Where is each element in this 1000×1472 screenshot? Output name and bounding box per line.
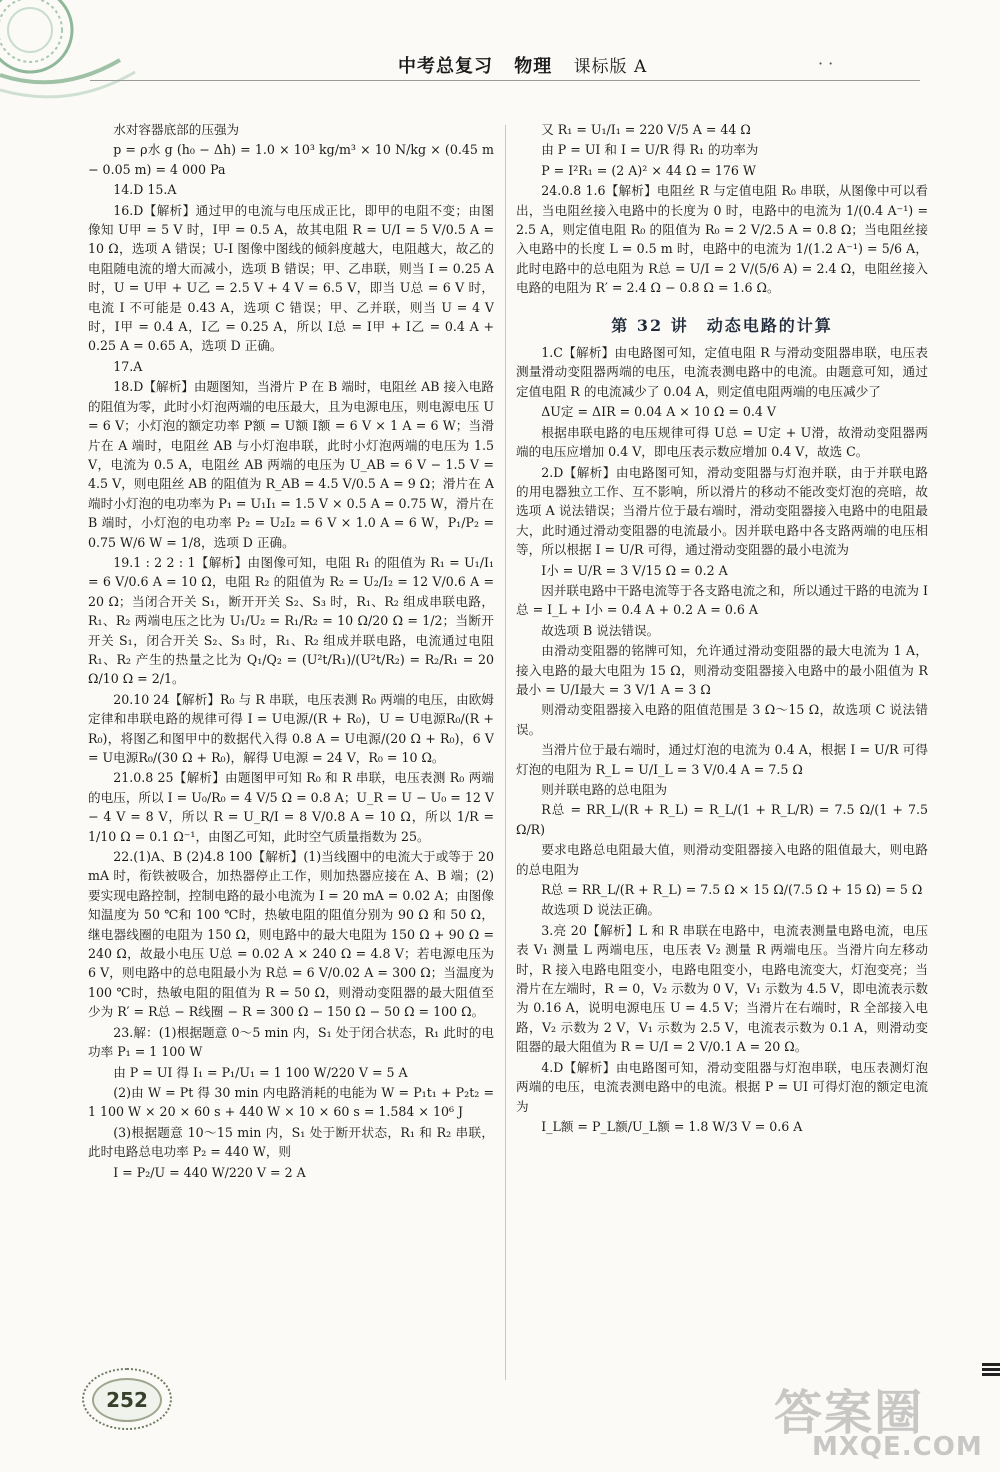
right-column-top <box>516 120 928 298</box>
paragraph: 根据串联电路的电压规律可得 U总 = U定 + U滑，故滑动变阻器两端的电压应增加 0.4 V，即电压表示数应增加 0.4 V，故选 C。 <box>516 424 928 460</box>
subject-label: 物理 <box>514 56 553 77</box>
paragraph: ΔU定 = ΔIR = 0.04 A × 10 Ω = 0.4 V <box>541 404 777 420</box>
paragraph: 22.(1)A、B (2)4.8 100【解析】(1)当线圈中的电流大于或等于 20 mA 时，衔铁被吸合，加热器停止工作，则加热器应接在 A、B 端；(2)要实现电路控制，控制电路的最小电流为 I = 20 mA = 0.02 A；由图像知温度为 50 ℃和 100 ℃时，热敏电阻的阻值分别为 90 Ω 和 50 Ω，继电器线圈的电阻为 150 Ω，则电路中的最大电阻为 150 Ω + 90 Ω = 240 Ω，故最小电压 U总 = 0.02 A × 240 Ω = 4.8 V；若电源电压为 6 V，则电路中的总电阻最小为 R总 = 6 V/0.02 A = 300 Ω；当温度为 100 ℃时，热敏电阻的阻值为 R = 50 Ω，则滑动变阻器的最大阻值至少为 R′ = R总 − R线圈 − R = 300 Ω − 150 Ω − 50 Ω = 100 Ω。 <box>88 849 494 1020</box>
book-title: 中考总复习 <box>398 56 493 77</box>
paragraph: I = P₂/U = 440 W/220 V = 2 A <box>113 1164 306 1180</box>
watermark <box>772 1374 992 1466</box>
paragraph: 故选项 B 说法错误。 <box>541 622 660 638</box>
paragraph: (2)由 W = Pt 得 30 min 内电路消耗的电能为 W = P₁t₁ + P₂t₂ = 1 100 W × 20 × 60 s + 440 W × 10 × 60 s = 1.584 × 10⁶ J <box>88 1084 494 1120</box>
paragraph: 当滑片位于最右端时，通过灯泡的电流为 0.4 A，根据 I = U/R 可得灯泡的电阻为 R_L = U/I_L = 3 V/0.4 A = 7.5 Ω <box>516 742 928 777</box>
paragraph: 则滑动变阻器接入电路的阻值范围是 3 Ω～15 Ω，故选项 C 说法错误。 <box>516 702 928 737</box>
paragraph: 由 P = UI 得 I₁ = P₁/U₁ = 1 100 W/220 V = 5 A <box>113 1064 408 1080</box>
page-header <box>0 50 1000 84</box>
page-number-badge <box>82 1366 172 1428</box>
watermark-sub: MXQE.COM <box>812 1432 983 1462</box>
paragraph: 则并联电路的总电阻为 <box>541 782 668 797</box>
paragraph: 故选项 D 说法正确。 <box>541 902 661 918</box>
paragraph: 23.解：(1)根据题意 0～5 min 内，S₁ 处于闭合状态，R₁ 此时的电功率 P₁ = 1 100 W <box>88 1024 494 1060</box>
paragraph: 又 R₁ = U₁/I₁ = 220 V/5 A = 44 Ω <box>541 122 751 137</box>
edition-label: 课标版 A <box>573 57 648 77</box>
column-divider <box>505 125 506 1380</box>
paragraph: 由滑动变阻器的铭牌可知，允许通过滑动变阻器的最大电流为 1 A，接入电路的最大电阻为 15 Ω，则滑动变阻器接入电路中的最小阻值为 R最小 = U/I最大 = 3 V/1 A = 3 Ω <box>516 643 928 697</box>
paragraph: 4.D【解析】由电路图可知，滑动变阻器与灯泡串联，电压表测灯泡两端的电压，电流表测电路中的电流。根据 P = UI 可得灯泡的额定电流为 <box>516 1059 928 1114</box>
paragraph: 19.1 : 2 2 : 1【解析】由图像可知，电阻 R₁ 的阻值为 R₁ = U₁/I₁ = 6 V/0.6 A = 10 Ω，电阻 R₂ 的阻值为 R₂ = U₂/I₂ = 12 V/0.6 A = 20 Ω；当闭合开关 S₁，断开开关 S₂、S₃ 时，R₁、R₂ 组成串联电路，R₁、R₂ 两端电压之比为 U₁/U₂ = R₁/R₂ = 10 Ω/20 Ω = 1/2；当断开开关 S₁，闭合开关 S₂、S₃ 时，R₁、R₂ 组成并联电路，电流通过电阻 R₁、R₂ 产生的热量之比为 Q₁/Q₂ = (U²t/R₁)/(U²t/R₂) = R₂/R₁ = 20 Ω/10 Ω = 2/1。 <box>88 554 494 687</box>
paragraph: R总 = RR_L/(R + R_L) = R_L/(1 + R_L/R) = 7.5 Ω/(1 + 7.5 Ω/R) <box>516 802 928 837</box>
paragraph: 20.10 24【解析】R₀ 与 R 串联，电压表测 R₀ 两端的电压，由欧姆定律和串联电路的规律可得 I = U电源/(R + R₀)，U = U电源R₀/(R + R₀)，将图乙和图甲中的数据代入得 0.8 A = U电源/(20 Ω + R₀)，6 V = U电源R₀/(30 Ω + R₀)，解得 U电源 = 24 V，R₀ = 10 Ω。 <box>88 691 494 765</box>
paragraph: 水对容器底部的压强为 <box>113 122 240 137</box>
paragraph: P = I²R₁ = (2 A)² × 44 Ω = 176 W <box>541 162 756 178</box>
paragraph: 17.A <box>113 358 143 374</box>
paragraph: 2.D【解析】由电路图可知，滑动变阻器与灯泡并联，由于并联电路的用电器独立工作、互不影响，所以滑片的移动不能改变灯泡的亮暗，故选项 A 说法错误；当滑片位于最右端时，滑动变阻器接入电路中的电阻最大，此时通过滑动变阻器的电流最小。因并联电路中各支路两端的电压相等，所以根据 I = U/R 可得，通过滑动变阻器的最小电流为 <box>516 464 928 558</box>
watermark-main: 答案圈 <box>774 1385 925 1441</box>
paragraph: p = ρ水 g (h₀ − Δh) = 1.0 × 10³ kg/m³ × 10 N/kg × (0.45 m − 0.05 m) = 4 000 Pa <box>88 142 494 177</box>
paragraph: R总 = RR_L/(R + R_L) = 7.5 Ω × 15 Ω/(7.5 Ω + 15 Ω) = 5 Ω <box>541 882 923 898</box>
paragraph: 1.C【解析】由电路图可知，定值电阻 R 与滑动变阻器串联，电压表测量滑动变阻器两端的电压，电流表测电路中的电流。由题意可知，通过定值电阻 R 的电流减少了 0.04 A，则定值电阻两端的电压减少了 <box>516 345 928 399</box>
paragraph: 要求电路总电阻最大值，则滑动变阻器接入电路的阻值最大，则电路的总电阻为 <box>516 842 928 877</box>
paragraph: I小 = U/R = 3 V/15 Ω = 0.2 A <box>541 562 728 578</box>
paragraph: I_L额 = P_L额/U_L额 = 1.8 W/3 V = 0.6 A <box>541 1118 803 1134</box>
right-column <box>516 120 928 1400</box>
left-column <box>88 120 494 1380</box>
paragraph: 16.D【解析】通过甲的电流与电压成正比，即甲的电阻不变；由图像知 U甲 = 5 V 时，I甲 = 0.5 A，故其电阻 R = U/I = 5 V/0.5 A = 10 Ω，选项 A 错误；U-I 图像中图线的倾斜度越大，电阻越大，故乙的电阻随电流的增大而减小，选项 B 错误；甲、乙串联，则当 I = 0.25 A 时，U = U甲 + U乙 = 2.5 V + 4 V = 6.5 V，即当 U总 = 6 V 时，电流 I 不可能是 0.43 A，选项 C 错误；甲、乙并联，则当 U = 4 V 时，I甲 = 0.4 A，I乙 = 0.25 A，所以 I总 = I甲 + I乙 = 0.4 A + 0.25 A = 0.65 A，选项 D 正确。 <box>88 202 494 354</box>
header-dots: · · <box>818 54 834 73</box>
paragraph: 14.D 15.A <box>113 182 177 198</box>
paragraph: 24.0.8 1.6【解析】电阻丝 R 与定值电阻 R₀ 串联，从图像中可以看出，当电阻丝接入电路中的长度为 0 时，电路中的电流为 1/(0.4 A⁻¹) = 2.5 A，则定值电阻 R₀ 的阻值为 R₀ = 2 V/2.5 A = 0.8 Ω；当电阻丝接入电路中的长度 L = 0.5 m 时，电路中的电流为 1/(1.2 A⁻¹) = 5/6 A，此时电路中的总电阻为 R总 = U/I = 2 V/(5/6 A) = 2.4 Ω，电阻丝接入电路的电阻为 R′ = 2.4 Ω − 0.8 Ω = 1.6 Ω。 <box>516 183 928 296</box>
section-title: 第 32 讲 动态电路的计算 <box>611 315 833 335</box>
paragraph: 18.D【解析】由题图知，当滑片 P 在 B 端时，电阻丝 AB 接入电路的阻值为零，此时小灯泡两端的电压最大，且为电源电压，则电源电压 U = 6 V；小灯泡的额定功率 P额 = U额 I额 = 6 V × 1 A = 6 W；当滑片在 A 端时，电阻丝 AB 与小灯泡串联，此时小灯泡两端的电压为 1.5 V，电流为 0.5 A，电阻丝 AB 两端的电压为 U_AB = 6 V − 1.5 V = 4.5 V，则电阻丝 AB 的阻值为 R_AB = 4.5 V/0.5 A = 9 Ω；滑片在 A 端时小灯泡的电功率为 P₁ = U₁I₁ = 1.5 V × 0.5 A = 0.75 W，滑片在 B 端时，小灯泡的电功率 P₂ = U₂I₂ = 6 V × 1.0 A = 6 W，P₁/P₂ = 0.75 W/6 W = 1/8，选项 D 正确。 <box>88 379 494 550</box>
right-column-bottom <box>516 343 928 1136</box>
paragraph: 因并联电路中干路电流等于各支路电流之和，所以通过干路的电流为 I总 = I_L + I小 = 0.4 A + 0.2 A = 0.6 A <box>516 582 928 618</box>
header-rule <box>90 80 920 81</box>
page-number: 252 <box>92 1378 162 1422</box>
header-title <box>398 52 661 78</box>
paragraph: 21.0.8 25【解析】由题图甲可知 R₀ 和 R 串联，电压表测 R₀ 两端的电压，所以 I = U₀/R₀ = 4 V/5 Ω = 0.8 A；U_R = U − U₀ = 12 V − 4 V = 8 V，所以 R = U_R/I = 8 V/0.8 A = 10 Ω，所以 1/R = 1/10 Ω = 0.1 Ω⁻¹，由图乙可知，此时空气质量指数为 25。 <box>88 770 494 844</box>
edge-mark-icon <box>982 1360 1000 1378</box>
paragraph: 由 P = UI 和 I = U/R 得 R₁ 的功率为 <box>541 142 759 158</box>
paragraph: (3)根据题意 10～15 min 内，S₁ 处于断开状态，R₁ 和 R₂ 串联，此时电路总电功率 P₂ = 440 W，则 <box>88 1124 494 1160</box>
paragraph: 3.亮 20【解析】L 和 R 串联在电路中，电流表测量电路电流，电压表 V₁ 测量 L 两端电压，电压表 V₂ 测量 R 两端电压。当滑片向左移动时，R 接入电路电阻变小，电路电阻变小，电路电流变大，灯泡变亮；当滑片在左端时，R = 0，V₂ 示数为 0 V，V₁ 示数为 4.5 V，即电流表示数为 0.16 A，说明电源电压 U = 4.5 V；当滑片在右端时，R 全部接入电路，V₂ 示数为 2 V，V₁ 示数为 2.5 V，电流表示数为 0.1 A，则滑动变阻器的最大阻值为 R = U/I = 2 V/0.1 A = 20 Ω。 <box>516 922 928 1055</box>
